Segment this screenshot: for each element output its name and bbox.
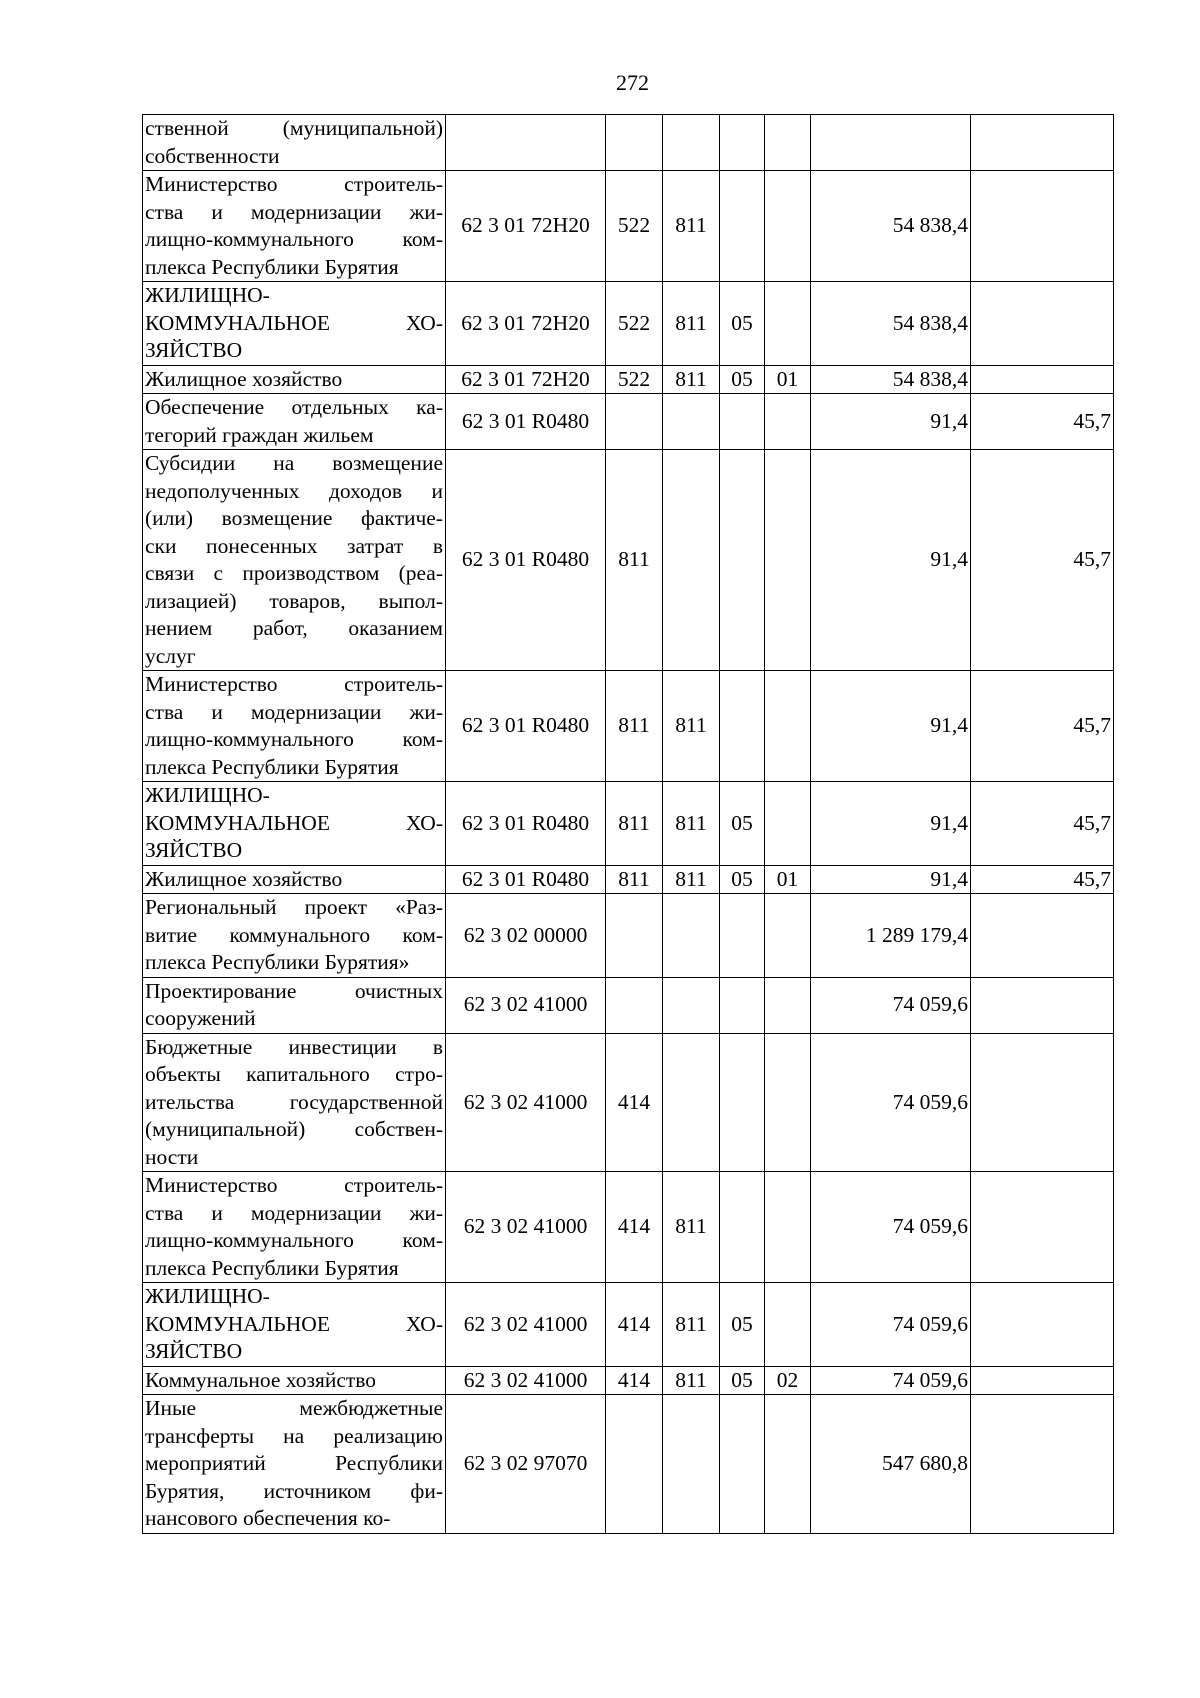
section-cell: 05 xyxy=(720,865,765,894)
expense-type-cell: 414 xyxy=(606,1366,663,1395)
row-name-cell xyxy=(143,671,446,782)
amount-cell: 91,4 xyxy=(811,394,971,450)
target-article-cell: 62 3 01 R0480 xyxy=(446,450,606,671)
row-name-line: нением работ, оказанием xyxy=(145,616,443,640)
section-cell xyxy=(720,450,765,671)
expense-type-cell xyxy=(606,894,663,978)
row-name-line: Бурятия, источником фи- xyxy=(145,1478,443,1503)
amount-cell: 91,4 xyxy=(811,865,971,894)
section-cell: 05 xyxy=(720,365,765,394)
subsection-cell xyxy=(765,1172,811,1283)
row-name-cell xyxy=(143,171,446,282)
subsection-cell: 02 xyxy=(765,1366,811,1395)
row-name-cell xyxy=(143,365,446,394)
ministry-code-cell: 811 xyxy=(663,671,720,782)
table-row xyxy=(143,115,1114,171)
expense-type-cell xyxy=(606,977,663,1033)
row-name-line: Субсидии на возмещение xyxy=(145,451,443,475)
target-article-cell: 62 3 01 R0480 xyxy=(446,782,606,866)
row-name-line: ства и модернизации жи- xyxy=(145,699,443,724)
table-row xyxy=(143,1283,1114,1367)
table-row xyxy=(143,171,1114,282)
federal-amount-cell xyxy=(971,1172,1114,1283)
expense-type-cell: 811 xyxy=(606,865,663,894)
table-row xyxy=(143,1033,1114,1172)
row-name-line: ственной (муниципальной) xyxy=(145,116,443,140)
subsection-cell xyxy=(765,1033,811,1172)
row-name-line: Министерство строитель- xyxy=(145,1173,443,1197)
federal-amount-cell xyxy=(971,894,1114,978)
amount-cell: 74 059,6 xyxy=(811,1033,971,1172)
row-name-line: Коммунальное хозяйство xyxy=(145,1367,377,1392)
federal-amount-cell xyxy=(971,1033,1114,1172)
row-name-line: Обеспечение отдельных ка- xyxy=(145,395,443,419)
federal-amount-cell: 45,7 xyxy=(971,671,1114,782)
federal-amount-cell xyxy=(971,115,1114,171)
subsection-cell xyxy=(765,171,811,282)
target-article-cell: 62 3 02 41000 xyxy=(446,977,606,1033)
amount-cell: 54 838,4 xyxy=(811,365,971,394)
section-cell xyxy=(720,394,765,450)
expense-type-cell xyxy=(606,115,663,171)
section-cell xyxy=(720,171,765,282)
row-name-line: (муниципальной) собствен- xyxy=(145,1117,443,1141)
amount-cell xyxy=(811,115,971,171)
ministry-code-cell xyxy=(663,450,720,671)
expense-type-cell: 414 xyxy=(606,1172,663,1283)
row-name-line: ства и модернизации жи- xyxy=(145,1200,443,1225)
ministry-code-cell: 811 xyxy=(663,782,720,866)
section-cell: 05 xyxy=(720,782,765,866)
table-row xyxy=(143,394,1114,450)
section-cell xyxy=(720,1172,765,1283)
ministry-code-cell: 811 xyxy=(663,282,720,366)
target-article-cell: 62 3 02 97070 xyxy=(446,1395,606,1534)
row-name-cell xyxy=(143,282,446,366)
table-row xyxy=(143,365,1114,394)
section-cell xyxy=(720,671,765,782)
subsection-cell xyxy=(765,450,811,671)
row-name-line: КОММУНАЛЬНОЕ ХО- xyxy=(145,810,443,835)
row-name-cell xyxy=(143,977,446,1033)
expense-type-cell: 522 xyxy=(606,365,663,394)
row-name-line: ЗЯЙСТВО xyxy=(145,838,243,862)
row-name-line: мероприятий Республики xyxy=(145,1451,443,1475)
ministry-code-cell: 811 xyxy=(663,1366,720,1395)
target-article-cell: 62 3 01 R0480 xyxy=(446,865,606,894)
row-name-line: лизацией) товаров, выпол- xyxy=(145,588,443,613)
row-name-line: витие коммунального ком- xyxy=(145,922,443,947)
section-cell xyxy=(720,1033,765,1172)
subsection-cell xyxy=(765,282,811,366)
target-article-cell xyxy=(446,115,606,171)
row-name-cell xyxy=(143,450,446,671)
federal-amount-cell xyxy=(971,282,1114,366)
table-row xyxy=(143,450,1114,671)
subsection-cell xyxy=(765,894,811,978)
table-row xyxy=(143,1366,1114,1395)
amount-cell: 74 059,6 xyxy=(811,977,971,1033)
row-name-line: плекса Республики Бурятия xyxy=(145,754,399,779)
expense-type-cell xyxy=(606,394,663,450)
row-name-line: трансферты на реализацию xyxy=(145,1423,443,1448)
amount-cell: 1 289 179,4 xyxy=(811,894,971,978)
table-row xyxy=(143,282,1114,366)
row-name-cell xyxy=(143,782,446,866)
row-name-line: Иные межбюджетные xyxy=(145,1396,443,1420)
row-name-line: Жилищное хозяйство xyxy=(145,366,343,391)
expense-type-cell: 522 xyxy=(606,171,663,282)
row-name-cell xyxy=(143,394,446,450)
row-name-line: лищно-коммунального ком- xyxy=(145,1228,443,1252)
ministry-code-cell xyxy=(663,1395,720,1534)
row-name-line: ЗЯЙСТВО xyxy=(145,1339,243,1363)
federal-amount-cell xyxy=(971,365,1114,394)
table-row xyxy=(143,671,1114,782)
target-article-cell: 62 3 02 00000 xyxy=(446,894,606,978)
amount-cell: 54 838,4 xyxy=(811,282,971,366)
amount-cell: 91,4 xyxy=(811,782,971,866)
federal-amount-cell xyxy=(971,1283,1114,1367)
target-article-cell: 62 3 02 41000 xyxy=(446,1283,606,1367)
federal-amount-cell: 45,7 xyxy=(971,394,1114,450)
row-name-cell xyxy=(143,865,446,894)
ministry-code-cell: 811 xyxy=(663,865,720,894)
row-name-line: КОММУНАЛЬНОЕ ХО- xyxy=(145,310,443,335)
row-name-line: плекса Республики Бурятия xyxy=(145,254,399,279)
row-name-cell xyxy=(143,1366,446,1395)
row-name-line: ЖИЛИЩНО- xyxy=(145,783,270,807)
ministry-code-cell: 811 xyxy=(663,365,720,394)
target-article-cell: 62 3 01 R0480 xyxy=(446,671,606,782)
row-name-cell xyxy=(143,1395,446,1534)
row-name-cell xyxy=(143,115,446,171)
section-cell: 05 xyxy=(720,1283,765,1367)
federal-amount-cell xyxy=(971,977,1114,1033)
table-body xyxy=(143,115,1114,1534)
row-name-cell xyxy=(143,1283,446,1367)
table-row xyxy=(143,1172,1114,1283)
row-name-line: плекса Республики Бурятия xyxy=(145,1255,399,1280)
federal-amount-cell xyxy=(971,1395,1114,1534)
table-row xyxy=(143,865,1114,894)
row-name-cell xyxy=(143,894,446,978)
federal-amount-cell: 45,7 xyxy=(971,865,1114,894)
target-article-cell: 62 3 02 41000 xyxy=(446,1172,606,1283)
subsection-cell: 01 xyxy=(765,865,811,894)
row-name-line: тегорий граждан жильем xyxy=(145,422,374,447)
target-article-cell: 62 3 02 41000 xyxy=(446,1366,606,1395)
row-name-line: услуг xyxy=(145,643,196,668)
row-name-line: недополученных доходов и xyxy=(145,478,443,503)
amount-cell: 74 059,6 xyxy=(811,1366,971,1395)
row-name-line: нансового обеспечения ко- xyxy=(145,1506,391,1530)
row-name-line: ности xyxy=(145,1144,199,1169)
amount-cell: 91,4 xyxy=(811,671,971,782)
federal-amount-cell xyxy=(971,1366,1114,1395)
section-cell: 05 xyxy=(720,282,765,366)
subsection-cell xyxy=(765,115,811,171)
section-cell xyxy=(720,977,765,1033)
target-article-cell: 62 3 01 R0480 xyxy=(446,394,606,450)
row-name-line: (или) возмещение фактиче- xyxy=(145,506,443,530)
row-name-line: плекса Республики Бурятия» xyxy=(145,950,410,974)
subsection-cell xyxy=(765,394,811,450)
expense-type-cell: 414 xyxy=(606,1033,663,1172)
subsection-cell xyxy=(765,1395,811,1534)
ministry-code-cell xyxy=(663,1033,720,1172)
target-article-cell: 62 3 02 41000 xyxy=(446,1033,606,1172)
amount-cell: 74 059,6 xyxy=(811,1283,971,1367)
target-article-cell: 62 3 01 72Н20 xyxy=(446,282,606,366)
ministry-code-cell xyxy=(663,115,720,171)
ministry-code-cell: 811 xyxy=(663,1172,720,1283)
table-row xyxy=(143,977,1114,1033)
row-name-line: ски понесенных затрат в xyxy=(145,533,443,558)
section-cell xyxy=(720,115,765,171)
row-name-line: лищно-коммунального ком- xyxy=(145,727,443,751)
expense-type-cell xyxy=(606,1395,663,1534)
expense-type-cell: 414 xyxy=(606,1283,663,1367)
row-name-line: ЖИЛИЩНО- xyxy=(145,283,270,307)
row-name-line: объекты капитального стро- xyxy=(145,1062,443,1086)
row-name-cell xyxy=(143,1033,446,1172)
row-name-line: ства и модернизации жи- xyxy=(145,199,443,224)
table-row xyxy=(143,1395,1114,1534)
subsection-cell xyxy=(765,977,811,1033)
ministry-code-cell xyxy=(663,977,720,1033)
amount-cell: 547 680,8 xyxy=(811,1395,971,1534)
ministry-code-cell xyxy=(663,394,720,450)
row-name-cell xyxy=(143,1172,446,1283)
federal-amount-cell: 45,7 xyxy=(971,450,1114,671)
target-article-cell: 62 3 01 72Н20 xyxy=(446,171,606,282)
row-name-line: ительства государственной xyxy=(145,1089,443,1114)
expense-type-cell: 811 xyxy=(606,671,663,782)
ministry-code-cell: 811 xyxy=(663,1283,720,1367)
subsection-cell xyxy=(765,671,811,782)
amount-cell: 74 059,6 xyxy=(811,1172,971,1283)
row-name-line: Проектирование очистных xyxy=(145,978,443,1003)
row-name-line: Министерство строитель- xyxy=(145,172,443,196)
section-cell xyxy=(720,894,765,978)
federal-amount-cell xyxy=(971,171,1114,282)
ministry-code-cell xyxy=(663,894,720,978)
row-name-line: Министерство строитель- xyxy=(145,672,443,696)
row-name-line: Региональный проект «Раз- xyxy=(145,895,443,919)
row-name-line: лищно-коммунального ком- xyxy=(145,227,443,251)
amount-cell: 54 838,4 xyxy=(811,171,971,282)
expense-type-cell: 522 xyxy=(606,282,663,366)
subsection-cell xyxy=(765,782,811,866)
section-cell: 05 xyxy=(720,1366,765,1395)
ministry-code-cell: 811 xyxy=(663,171,720,282)
row-name-line: ЖИЛИЩНО- xyxy=(145,1284,270,1308)
row-name-line: сооружений xyxy=(145,1006,256,1030)
subsection-cell xyxy=(765,1283,811,1367)
table-row xyxy=(143,782,1114,866)
section-cell xyxy=(720,1395,765,1534)
subsection-cell: 01 xyxy=(765,365,811,394)
page-number: 272 xyxy=(616,70,649,95)
row-name-line: связи с производством (реа- xyxy=(145,561,443,585)
row-name-line: ЗЯЙСТВО xyxy=(145,338,243,362)
row-name-line: Бюджетные инвестиции в xyxy=(145,1034,443,1059)
expense-type-cell: 811 xyxy=(606,450,663,671)
row-name-line: Жилищное хозяйство xyxy=(145,866,343,891)
row-name-line: КОММУНАЛЬНОЕ ХО- xyxy=(145,1311,443,1336)
budget-table xyxy=(142,114,1114,1534)
table-row xyxy=(143,894,1114,978)
row-name-line: собственности xyxy=(145,143,280,168)
federal-amount-cell: 45,7 xyxy=(971,782,1114,866)
target-article-cell: 62 3 01 72Н20 xyxy=(446,365,606,394)
amount-cell: 91,4 xyxy=(811,450,971,671)
expense-type-cell: 811 xyxy=(606,782,663,866)
